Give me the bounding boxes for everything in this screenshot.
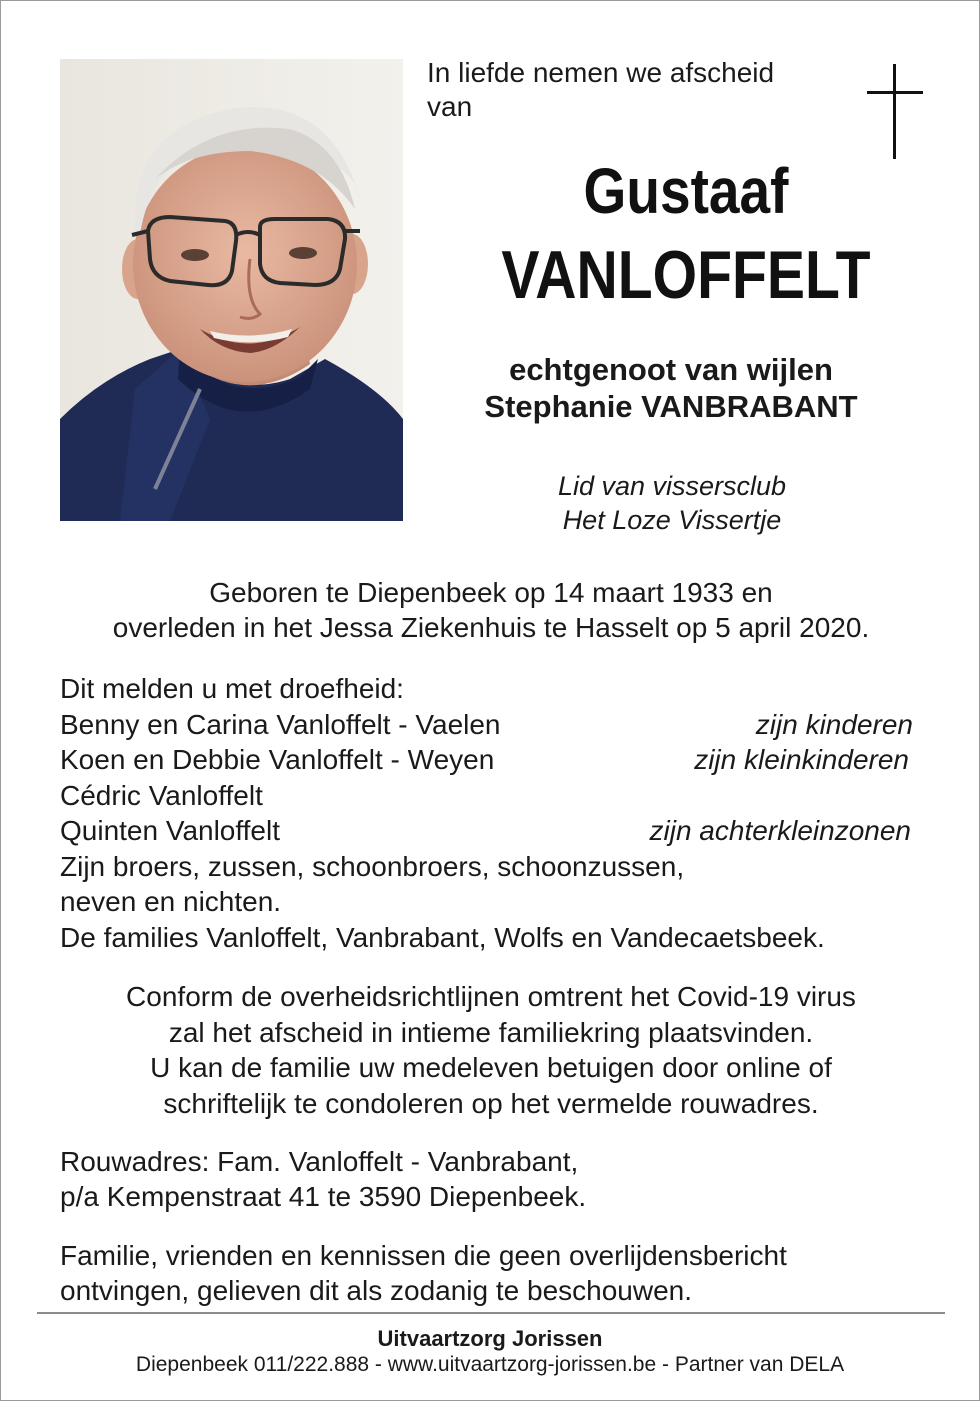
family-relation: zijn achterkleinzonen xyxy=(649,815,911,846)
notice-line-2: ontvingen, gelieven dit als zodanig te beschouwen. xyxy=(60,1275,692,1306)
portrait-illustration xyxy=(60,59,403,521)
closing-notice xyxy=(60,1238,940,1308)
born-line-1: Geboren te Diepenbeek op 14 maart 1933 en xyxy=(209,577,773,608)
covid-line: zal het afscheid in intieme familiekring plaatsvinden. xyxy=(168,1016,814,1048)
covid-line: U kan de familie uw medeleven betuigen door online of xyxy=(150,1052,832,1083)
address-line-2: p/a Kempenstraat 41 te 3590 Diepenbeek. xyxy=(60,1181,587,1212)
spouse-line-1: echtgenoot van wijlen xyxy=(509,352,833,387)
family-row xyxy=(60,813,913,849)
deceased-last-name: VANLOFFELT xyxy=(501,237,871,313)
family-row xyxy=(60,778,913,814)
family-member-name: Benny en Carina Vanloffelt - Vaelen xyxy=(60,708,501,740)
family-extra-line: Zijn broers, zussen, schoonbroers, schoonzussen, xyxy=(60,850,685,882)
funeral-company-name: Uitvaartzorg Jorissen xyxy=(377,1326,603,1351)
address-line-1: Rouwadres: Fam. Vanloffelt - Vanbrabant, xyxy=(60,1146,579,1177)
family-extra-line: De families Vanloffelt, Vanbrabant, Wolfs en Vandecaetsbeek. xyxy=(60,921,825,953)
intro-line-1: In liefde nemen we afscheid xyxy=(427,57,775,88)
deceased-first-name: Gustaaf xyxy=(583,155,789,227)
mourning-address xyxy=(60,1144,920,1214)
covid-notice xyxy=(31,979,951,1121)
portrait-photo xyxy=(60,59,403,521)
footer-divider xyxy=(37,1312,945,1314)
born-line-2: overleden in het Jessa Ziekenhuis te Hasselt op 5 april 2020. xyxy=(112,612,870,643)
family-heading: Dit melden u met droefheid: xyxy=(60,673,404,704)
cross-icon xyxy=(867,64,923,159)
spouse-info xyxy=(421,351,921,425)
intro-text xyxy=(427,56,847,124)
family-member-name: Cédric Vanloffelt xyxy=(60,779,263,811)
notice-line-1: Familie, vrienden en kennissen die geen overlijdensbericht xyxy=(60,1240,787,1271)
family-member-name: Quinten Vanloffelt xyxy=(60,815,281,846)
family-row xyxy=(60,742,913,778)
funeral-company-contact: Diepenbeek 011/222.888 - www.uitvaartzorg-jorissen.be - Partner van DELA xyxy=(135,1353,845,1376)
family-row xyxy=(60,707,913,743)
club-line-1: Lid van vissersclub xyxy=(557,471,787,501)
club-line-2: Het Loze Vissertje xyxy=(562,505,782,535)
club-membership xyxy=(441,469,903,537)
family-member-name: Koen en Debbie Vanloffelt - Weyen xyxy=(60,744,495,775)
family-relation: zijn kleinkinderen xyxy=(694,744,909,775)
intro-line-2: van xyxy=(427,91,473,122)
covid-line: schriftelijk te condoleren op het vermelde rouwadres. xyxy=(163,1087,819,1119)
family-relation: zijn kinderen xyxy=(755,708,913,740)
family-announcement xyxy=(60,671,913,955)
family-extra-line: neven en nichten. xyxy=(60,886,282,917)
spouse-line-2: Stephanie VANBRABANT xyxy=(484,389,858,424)
birth-death-info xyxy=(41,575,941,645)
covid-line: Conform de overheidsrichtlijnen omtrent het Covid-19 virus xyxy=(126,981,856,1012)
